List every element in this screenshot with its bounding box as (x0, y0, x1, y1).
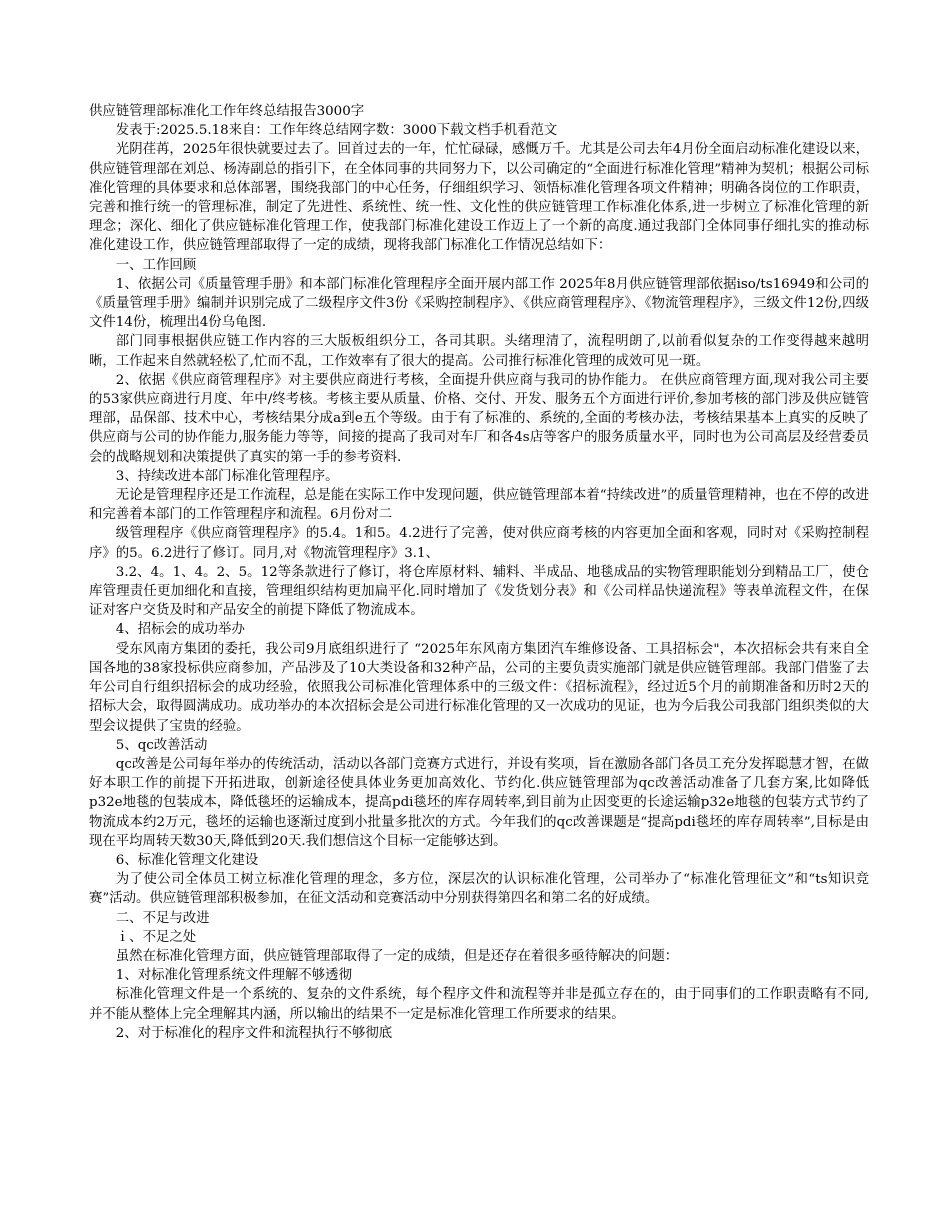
document-body (89, 102, 869, 1043)
paragraph: 部门同事根据供应链工作内容的三大版板组织分工，各司其职。头绪理清了，流程明朗了,以前看似复杂的工作变得越来越明晰，工作起来自然就轻松了,忙而不乱，工作效率有了很大的提高。公司推行标准化管理的成效可见一斑。 (89, 334, 869, 369)
subsection-heading: 1、对标准化管理系统文件理解不够透彻 (115, 968, 352, 984)
subsection-heading: 2、对于标准化的程序文件和流程执行不够彻底 (115, 1025, 393, 1041)
paragraph: 2、依据《供应商管理程序》对主要供应商进行考核，全面提升供应商与我司的协作能力。 在供应商管理方面,现对我公司主要的53家供应商进行月度、年中/终考核。考核主要从质量、价格、交付、开发、服务五个方面进行评价,参加考核的部门涉及供应链管理部，品保部、技术中心，考核结果分成a到e五个等级。由于有了标准的、系统的,全面的考核办法，考核结果基本上真实的反映了供应商与公司的协作能力,服务能力等等，间接的提高了我司对车厂和各4s店等客户的服务质量水平，同时也为公司高层及经营委员会的战略规划和决策提供了真实的第一手的参考资料. (89, 372, 869, 465)
paragraph: 1、依据公司《质量管理手册》和本部门标准化管理程序全面开展内部工作 2025年8月供应链管理部依据iso/ts16949和公司的《质量管理手册》编制并识别完成了二级程序文件3份《采购控制程序》、《供应商管理程序》、《物流管理程序》，三级文件12份,四级文件14份，梳理出4份乌龟图. (89, 276, 869, 331)
paragraph: 级管理程序《供应商管理程序》的5.4。1和5。4.2进行了完善，使对供应商考核的内容更加全面和客观，同时对《采购控制程序》的5。6.2进行了修订。同月,对《物流管理程序》3.1、 (89, 526, 869, 561)
publish-info: 发表于:2025.5.18来自：工作年终总结网字数：3000下载文档手机看范文 (115, 123, 558, 139)
subsection-heading: 6、标准化管理文化建设 (115, 852, 259, 868)
subsection-heading: 5、qc改善活动 (115, 737, 208, 753)
paragraph: 受东风南方集团的委托，我公司9月底组织进行了 “2025年东风南方集团汽车维修设备、工具招标会"，本次招标会共有来自全国各地的38家投标供应商参加，产品涉及了10大类设备和32种产品，公司的主要负责实施部门就是供应链管理部。我部门借鉴了去年公司自行组织招标会的成功经验，依照我公司标准化管理体系中的三级文件：《招标流程》，经过近5个月的前期准备和历时2天的招标大会，取得圆满成功。成功举办的本次招标会是公司进行标准化管理的又一次成功的见证，也为今后我公司我部门组织类似的大型会议提供了宝贵的经验。 (89, 641, 869, 734)
section-heading: 一、工作回顾 (115, 257, 197, 273)
section-heading: 二、不足与改进 (115, 910, 210, 926)
subsection-heading: 3、持续改进本部门标准化管理程序。 (115, 468, 339, 484)
intro-paragraph: 光阴荏苒，2025年很快就要过去了。回首过去的一年，忙忙碌碌，感慨万千。尤其是公司去年4月份全面启动标准化建设以来，供应链管理部在刘总、杨涛副总的指引下，在全体同事的共同努力下，以公司确定的“全面进行标准化管理”精神为契机；根据公司标准化管理的具体要求和总体部署，围绕我部门的中心任务，仔细组织学习、领悟标准化管理各项文件精神；明确各岗位的工作职责，完善和推行统一的管理标准，制定了先进性、系统性、统一性、文化性的供应链管理工作标准化体系,进一步树立了标准化管理的新理念；深化、细化了供应链标准化管理工作，使我部门标准化建设工作迈上了一个新的高度.通过我部门全体同事仔细扎实的推动标准化建设工作，供应链管理部取得了一定的成绩，现将我部门标准化工作情况总结如下： (89, 142, 869, 254)
paragraph: qc改善是公司每年举办的传统活动，活动以各部门竞赛方式进行，并设有奖项，旨在激励各部门各员工充分发挥聪慧才智，在做好本职工作的前提下开拓进取，创新途径使具体业务更加高效化、节约化.供应链管理部为qc改善活动准备了几套方案,比如降低p32e地毯的包装成本，降低毯坯的运输成本，提高pdi毯坯的库存周转率,到目前为止因变更的长途运输p32e地毯的包装方式节约了物流成本约2万元，毯坯的运输也逐渐过度到小批量多批次的方式。今年我们的qc改善课题是“提高pdi毯坯的库存周转率”,目标是由现在平均周转天数30天,降低到20天.我们想信这个目标一定能够达到。 (89, 756, 869, 849)
paragraph: 标准化管理文件是一个系统的、复杂的文件系统，每个程序文件和流程等并非是孤立存在的，由于同事们的工作职责略有不同,并不能从整体上完全理解其内涵，所以输出的结果不一定是标准化管理工作所要求的结果。 (89, 987, 869, 1022)
paragraph: 虽然在标准化管理方面，供应链管理部取得了一定的成绩，但是还存在着很多亟待解决的问题： (115, 948, 679, 964)
document-title: 供应链管理部标准化工作年终总结报告3000字 (89, 104, 365, 119)
paragraph: 无论是管理程序还是工作流程，总是能在实际工作中发现问题，供应链管理部本着“持续改进”的质量管理精神，也在不停的改进和完善着本部门的工作管理程序和流程。6月份对二 (89, 488, 869, 523)
paragraph: 3.2、4。1、4。2、5。12等条款进行了修订，将仓库原材料、辅料、半成品、地毯成品的实物管理职能划分到精品工厂，使仓库管理责任更加细化和直接，管理组织结构更加扁平化.同时增加了《发货划分表》和《公司样品快递流程》等表单流程文件，在保证对客户交货及时和产品安全的前提下降低了物流成本。 (89, 564, 869, 619)
subsection-heading: 4、招标会的成功举办 (115, 622, 245, 638)
subsection-heading: ｉ、不足之处 (115, 929, 197, 945)
paragraph: 为了使公司全体员工树立标准化管理的理念，多方位，深层次的认识标准化管理，公司举办了“标准化管理征文”和“ts知识竞赛”活动。供应链管理部积极参加，在征文活动和竞赛活动中分别获得第四名和第二名的好成绩。 (89, 872, 869, 907)
